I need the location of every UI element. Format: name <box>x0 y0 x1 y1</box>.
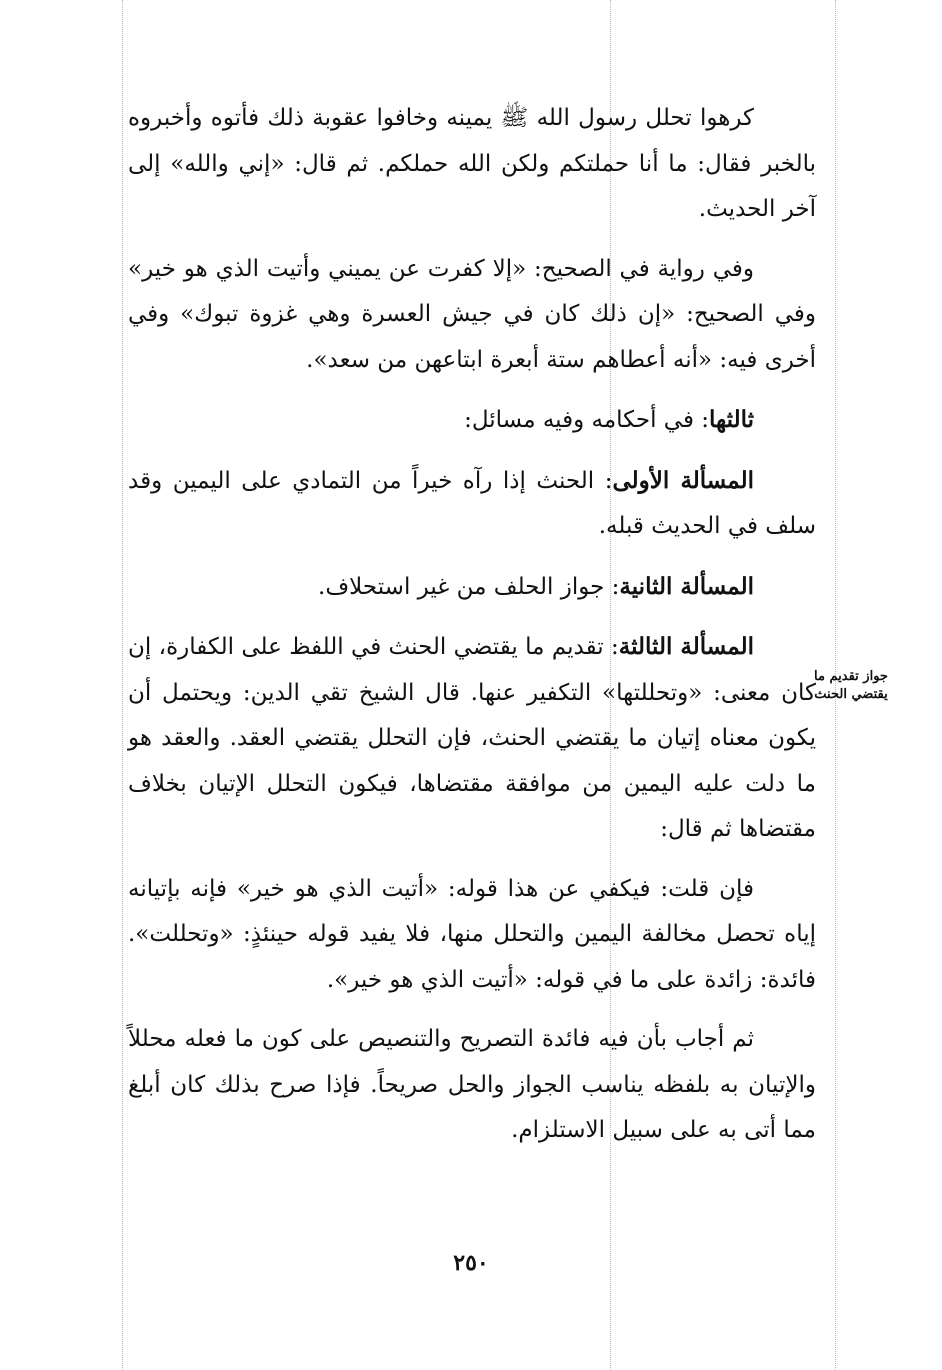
margin-note <box>806 668 896 704</box>
text-segment: ثم أجاب بأن فيه فائدة التصريح والتنصيص على كون ما فعله محللاً والإتيان به بلفظه يناسب الجواز والحل صريحاً. فإذا صرح بذلك كان أبلغ مما أتى به على سبيل الاستلزام. <box>128 1026 816 1143</box>
issue-label: المسألة الثانية <box>619 572 754 600</box>
text-segment: : الحنث إذا رآه خيراً من التمادي على اليمين وقد سلف في الحديث قبله. <box>128 467 816 539</box>
issue-label: المسألة الثالثة <box>618 633 754 660</box>
text-segment: كرهوا تحلل رسول الله ﷺ يمينه وخافوا عقوبة ذلك فأتوه وأخبروه بالخبر فقال: ما أنا حملتكم ولكن الله حملكم. ثم قال: «إني والله» إلى آخر الحديث. <box>128 105 816 222</box>
paragraph-1 <box>128 96 816 233</box>
margin-note-line: يقتضي الحنث <box>814 687 888 702</box>
page-body <box>128 96 816 1168</box>
text-segment: : تقديم ما يقتضي الحنث في اللفظ على الكفارة، إن كان معنى: «وتحللتها» التكفير عنها. قال الشيخ تقي الدين: ويحتمل أن يكون معناه إتيان ما يقتضي الحنث، فإن التحلل يقتضي العقد. والعقد هو ما دلت عليه اليمين من موافقة مقتضاها، فيكون التحلل الإتيان بخلاف مقتضاها ثم قال: <box>128 634 816 842</box>
margin-note-line: جواز تقديم ما <box>814 669 888 684</box>
text-segment: وفي رواية في الصحيح: «إلا كفرت عن يميني وأتيت الذي هو خير» وفي الصحيح: «إن ذلك كان في جيش العسرة وهي غزوة تبوك» وفي أخرى فيه: «أنه أعطاهم ستة أبعرة ابتاعهن من سعد». <box>128 255 816 373</box>
issue-second <box>128 564 816 611</box>
page-number: ٢٥٠ <box>453 1250 489 1276</box>
text-segment: : في أحكامه وفيه مسائل: <box>464 407 710 433</box>
paragraph-objection <box>128 867 816 1004</box>
issue-third <box>128 624 816 853</box>
issue-label: المسألة الأولى <box>612 466 754 494</box>
paragraph-answer <box>128 1017 816 1154</box>
paragraph-2 <box>128 247 816 384</box>
heading-label: ثالثها <box>709 406 754 433</box>
issue-first <box>128 458 816 550</box>
text-segment: فإن قلت: فيكفي عن هذا قوله: «أتيت الذي هو خير» فإنه بإتيانه إياه تحصل مخالفة اليمين والتحلل منها، فلا يفيد قوله حينئذٍ: «وتحللت». فائدة: زائدة على ما في قوله: «أتيت الذي هو خير». <box>128 875 816 993</box>
text-segment: : جواز الحلف من غير استحلاف. <box>318 573 620 600</box>
margin-guide-line <box>122 0 123 1370</box>
section-heading-third <box>128 397 816 444</box>
